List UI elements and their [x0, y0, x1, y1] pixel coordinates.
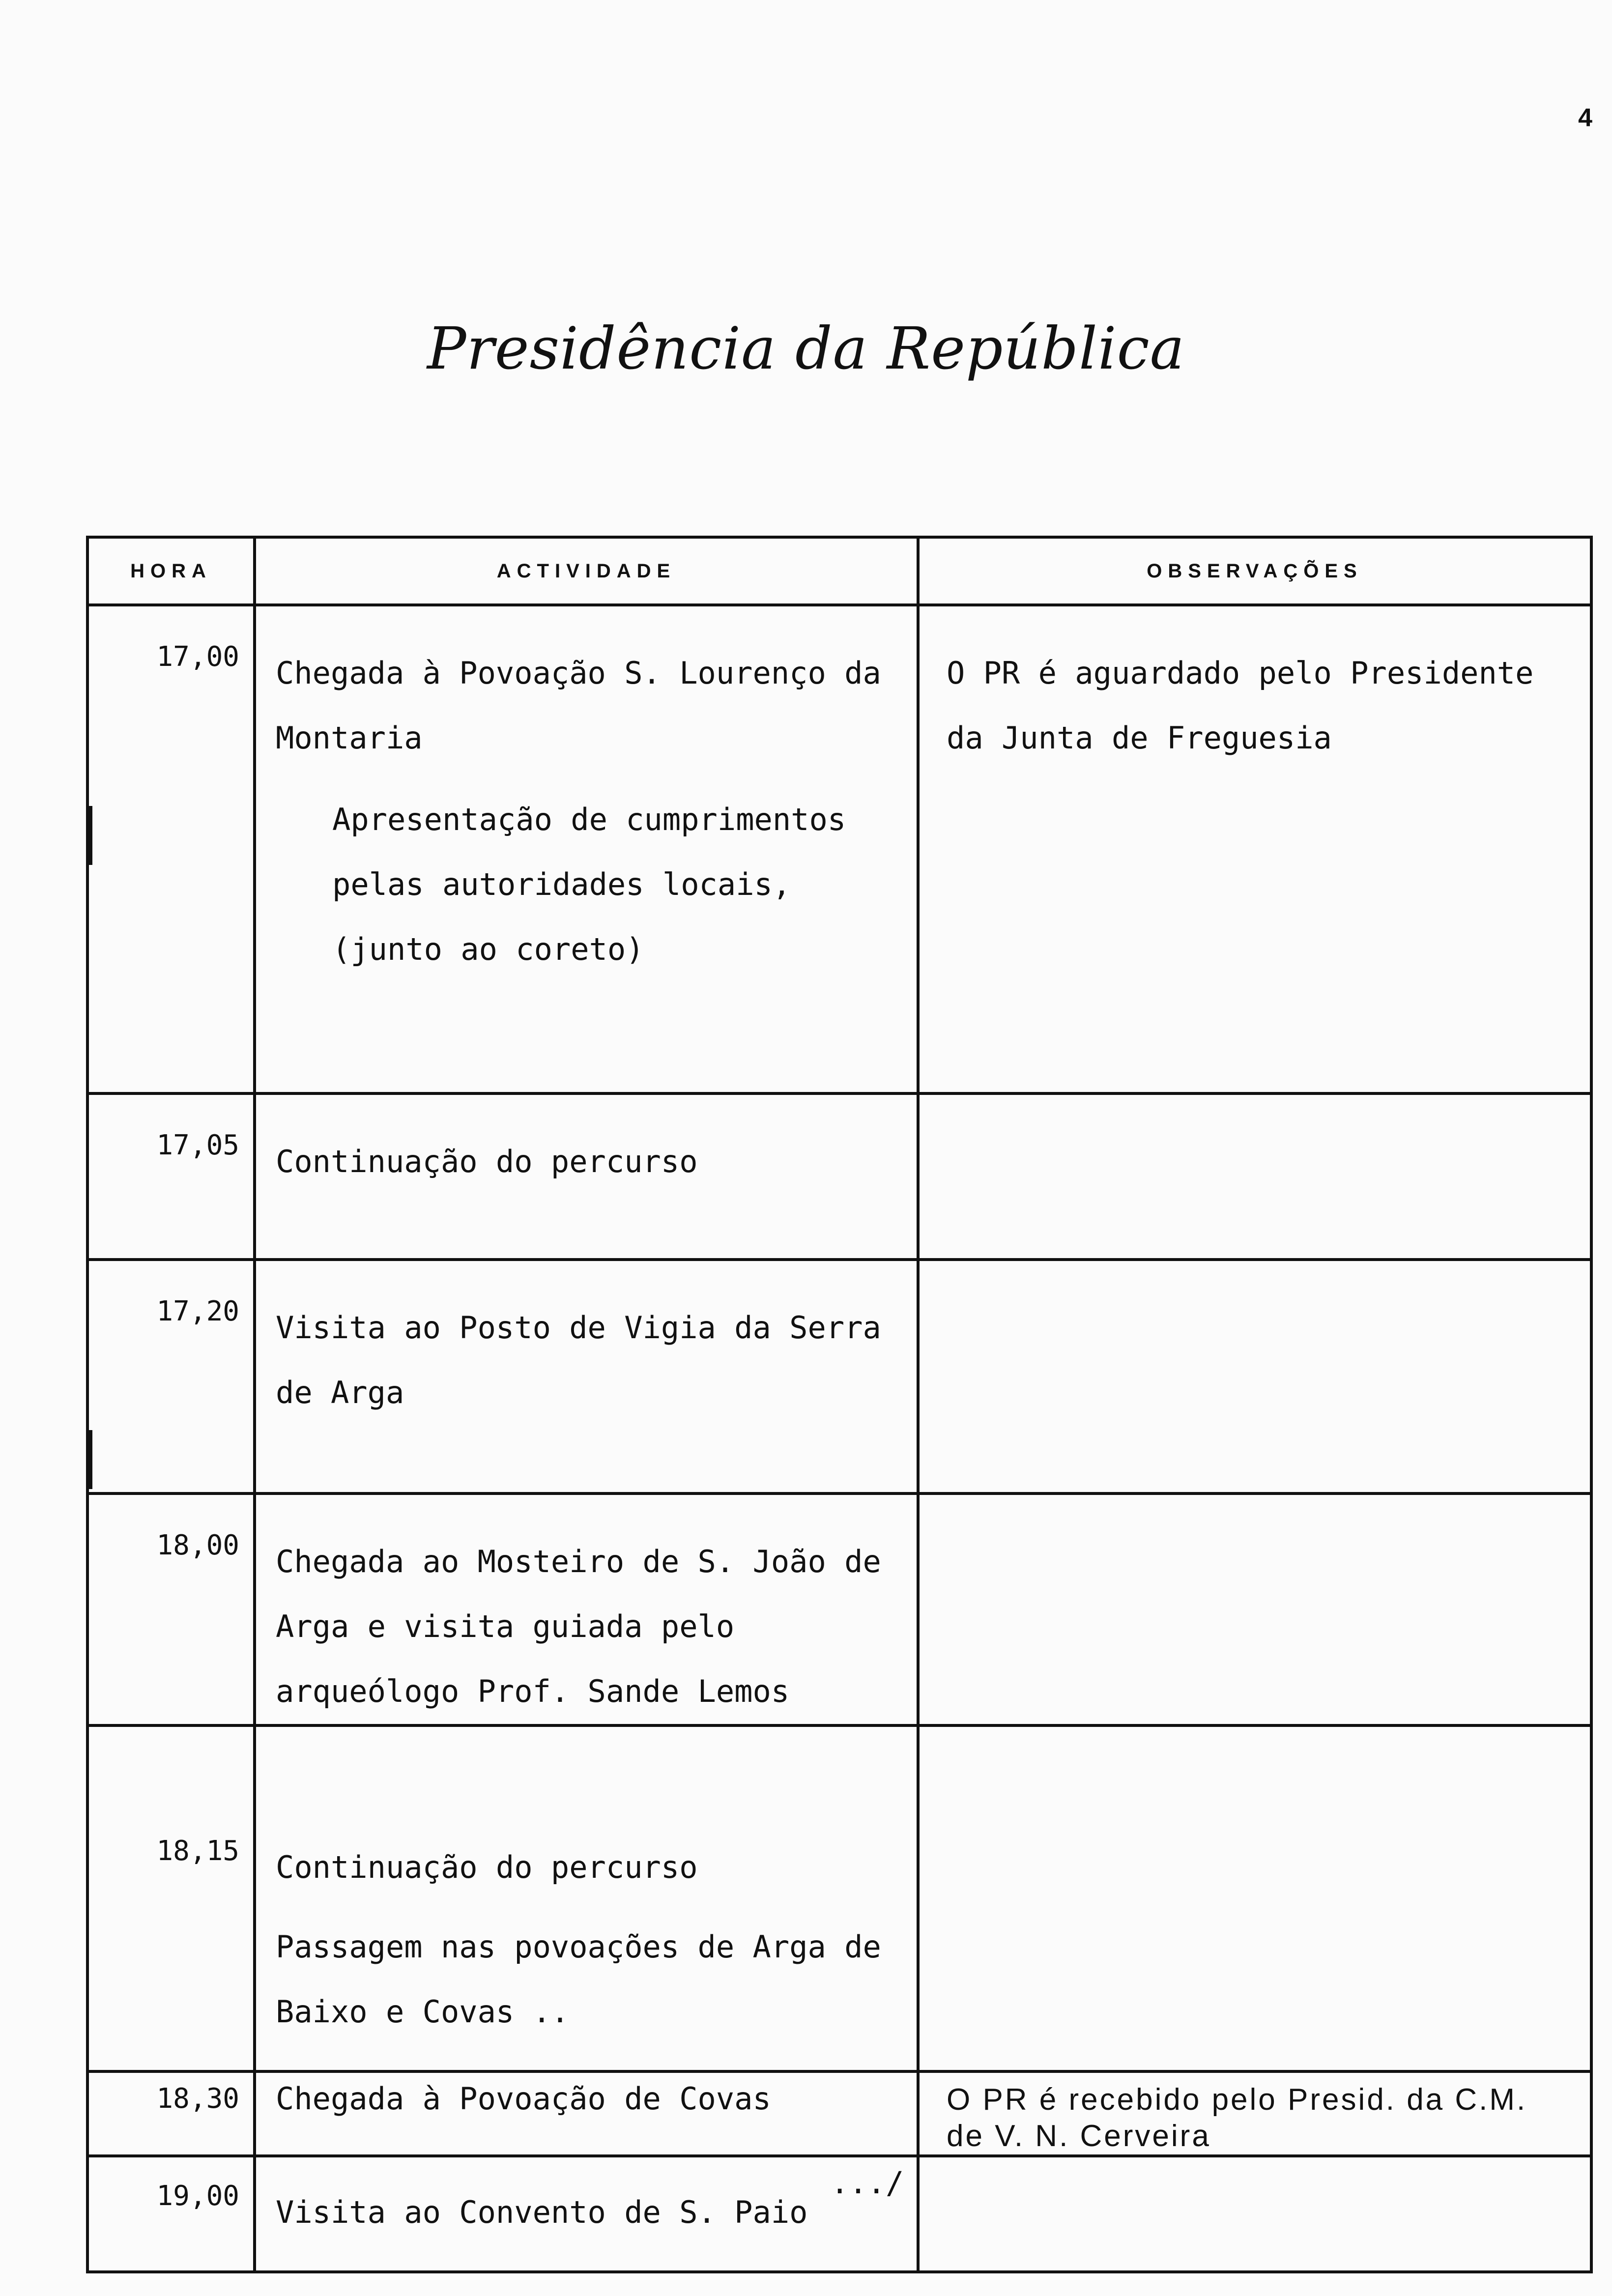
row-time: 19,00: [87, 2156, 255, 2272]
row-observation: O PR é recebido pelo Presid. da C.M. de V. N. Cerveira: [918, 2071, 1591, 2156]
table-row: [87, 1725, 1591, 2071]
row-time: 18,15: [87, 1725, 255, 2071]
row-time: 18,30: [87, 2071, 255, 2156]
row-activity: [255, 1493, 918, 1725]
table-row: [87, 605, 1591, 1093]
row-time: 17,05: [87, 1093, 255, 1260]
row-observation: [918, 1493, 1591, 1725]
activity-text: Chegada à Povoação S. Lourenço da Montaria: [276, 655, 881, 756]
row-observation: O PR é aguardado pelo Presidente da Junta de Freguesia: [918, 605, 1591, 1093]
activity-text: Visita ao Convento de S. Paio: [276, 2194, 808, 2230]
table-row: [87, 1093, 1591, 1260]
row-observation: [918, 1093, 1591, 1260]
row-time: 18,00: [87, 1493, 255, 1725]
row-time: 17,00: [87, 605, 255, 1093]
activity-detail: Passagem nas povoações de Arga de Baixo e Covas ..: [276, 1929, 881, 2030]
row-activity: [255, 605, 918, 1093]
row-activity: [255, 2156, 918, 2272]
continuation-mark: .../: [831, 2165, 904, 2201]
schedule-body: [87, 605, 1591, 2272]
page-number: 4: [1578, 104, 1592, 132]
table-row: [87, 2071, 1591, 2156]
row-activity: [255, 2071, 918, 2156]
table-header-row: [87, 537, 1591, 605]
row-observation: [918, 2156, 1591, 2272]
row-time: 17,20: [87, 1260, 255, 1493]
table-row: [87, 1260, 1591, 1493]
row-activity: [255, 1260, 918, 1493]
activity-detail: (junto ao coreto): [332, 931, 644, 967]
header-observacoes: OBSERVAÇÕES: [918, 537, 1591, 605]
table-row: [87, 1493, 1591, 1725]
activity-text: Continuação do percurso: [276, 1849, 698, 1885]
header-actividade: ACTIVIDADE: [255, 537, 918, 605]
schedule-table: [86, 536, 1593, 2273]
activity-text: Continuação do percurso: [276, 1144, 698, 1179]
activity-detail: Apresentação de cumprimentos pelas autoridades locais,: [332, 802, 846, 902]
header-hora: HORA: [87, 537, 255, 605]
row-activity: [255, 1093, 918, 1260]
row-observation: [918, 1260, 1591, 1493]
row-observation: [918, 1725, 1591, 2071]
letterhead-title: Presidência da República: [427, 315, 1185, 382]
activity-text: Chegada ao Mosteiro de S. João de Arga e visita guiada pelo arqueólogo Prof. Sande Lemos: [276, 1544, 881, 1709]
activity-text: Chegada à Povoação de Covas: [276, 2081, 771, 2117]
row-activity: [255, 1725, 918, 2071]
activity-text: Visita ao Posto de Vigia da Serra de Arga: [276, 1310, 881, 1410]
